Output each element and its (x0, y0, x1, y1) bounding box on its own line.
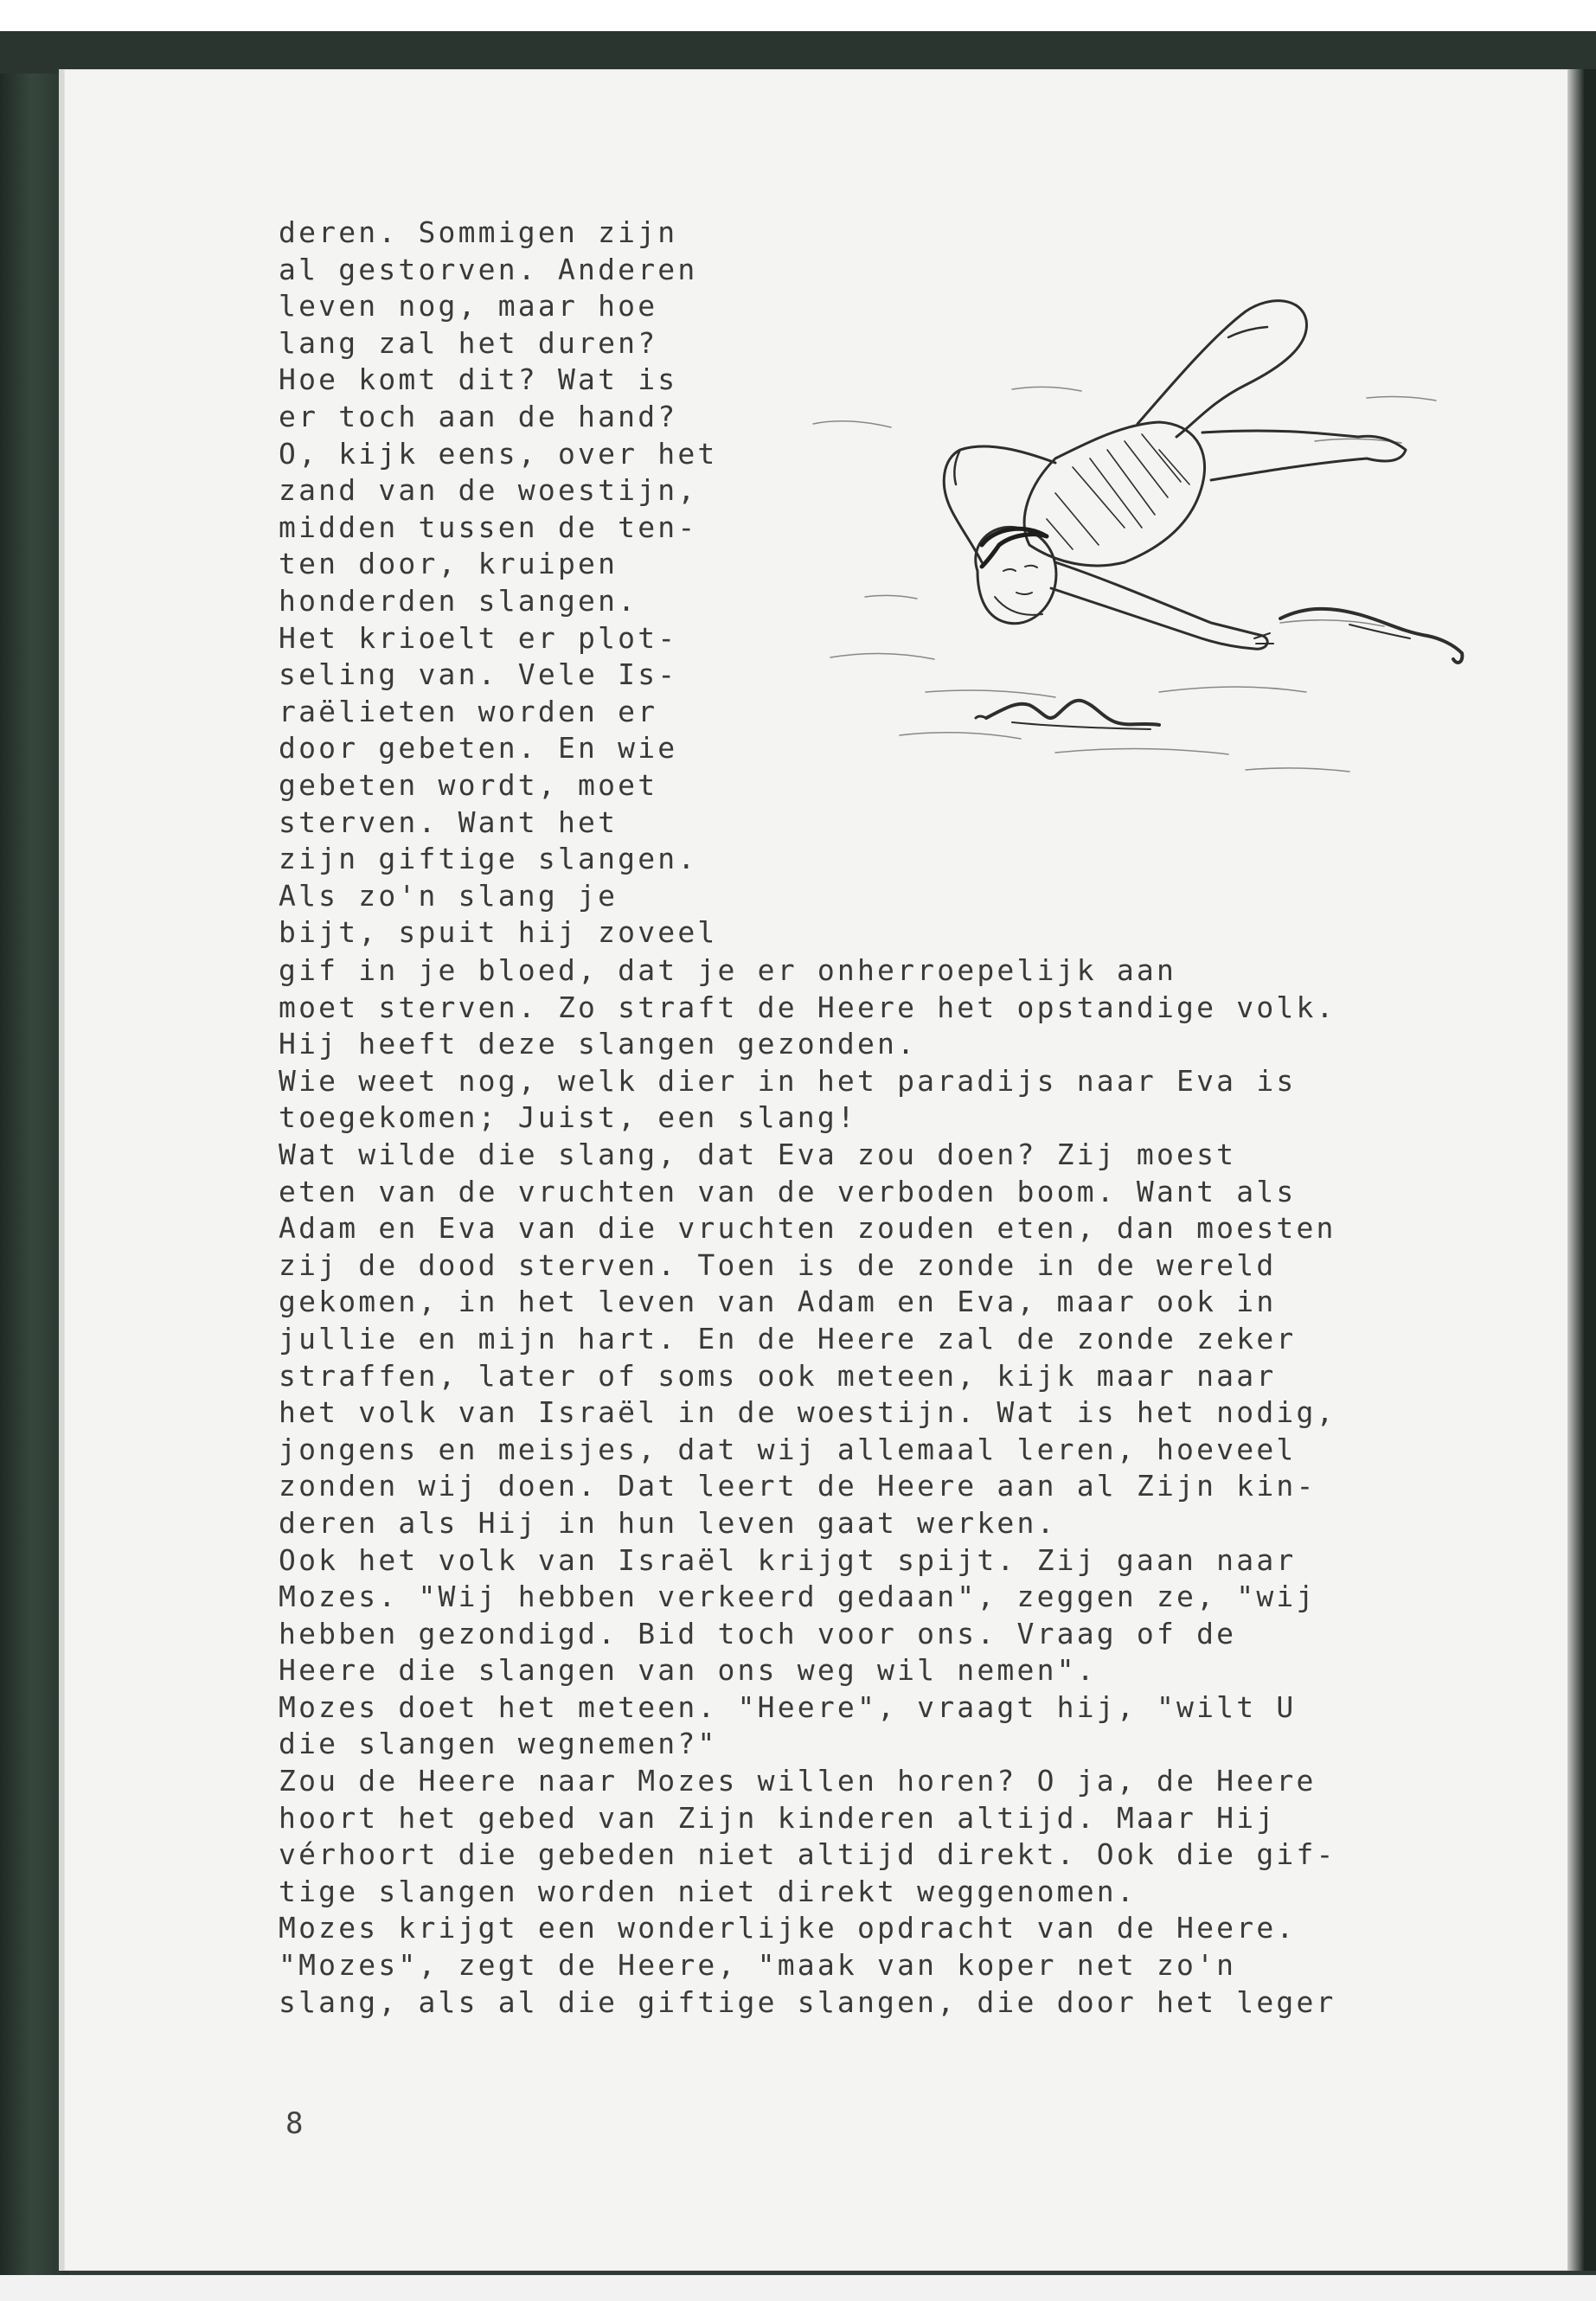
text-line: seling van. Vele Is- (279, 657, 678, 692)
text-line: bijt, spuit hij zoveel (279, 915, 718, 950)
text-line: Adam en Eva van die vruchten zouden eten, dan moesten (279, 1211, 1336, 1246)
text-line: zonden wij doen. Dat leert de Heere aan al Zijn kin- (279, 1469, 1317, 1503)
text-line: Zou de Heere naar Mozes willen horen? O ja, de Heere (279, 1764, 1317, 1798)
text-line: Hoe komt dit? Wat is (279, 362, 678, 397)
text-line: deren als Hij in hun leven gaat werken. (279, 1505, 1057, 1540)
text-line: deren. Sommigen zijn (279, 215, 678, 249)
text-body-full-width (279, 952, 1472, 2021)
text-line: Heere die slangen van ons weg wil nemen". (279, 1653, 1097, 1688)
text-line: honderden slangen. (279, 583, 638, 618)
text-line: Mozes doet het meteen. "Heere", vraagt hij, "wilt U (279, 1689, 1297, 1724)
text-line: raëlieten worden er (279, 694, 658, 728)
text-line: Het krioelt er plot- (279, 620, 678, 655)
text-line: gekomen, in het leven van Adam en Eva, maar ook in (279, 1285, 1277, 1319)
text-line: jongens en meisjes, dat wij allemaal leren, hoeveel (279, 1432, 1297, 1466)
text-line: slang, als al die giftige slangen, die door het leger (279, 1984, 1336, 2019)
text-line: hebben gezondigd. Bid toch voor ons. Vraag of de (279, 1616, 1237, 1650)
text-line: zijn giftige slangen. (279, 842, 698, 876)
text-line: moet sterven. Zo straft de Heere het opstandige volk. (279, 990, 1336, 1024)
text-line: jullie en mijn hart. En de Heere zal de zonde zeker (279, 1321, 1297, 1356)
text-line: Hij heeft deze slangen gezonden. (279, 1027, 918, 1061)
text-line: midden tussen de ten- (279, 510, 698, 544)
book-cover-edge (1567, 69, 1596, 2271)
text-line: straffen, later of soms ook meteen, kijk maar naar (279, 1358, 1277, 1393)
text-line: Mozes krijgt een wonderlijke opdracht van de Heere. (279, 1911, 1297, 1945)
text-line: eten van de vruchten van de verboden boom. Want als (279, 1174, 1297, 1208)
text-line: Wie weet nog, welk dier in het paradijs naar Eva is (279, 1063, 1297, 1098)
text-line: al gestorven. Anderen (279, 252, 698, 286)
text-line: Wat wilde die slang, dat Eva zou doen? Zij moest (279, 1137, 1237, 1171)
page-number: 8 (285, 2106, 304, 2141)
text-line: gif in je bloed, dat je er onherroepelijk aan (279, 953, 1177, 987)
text-column-beside-illustration (279, 215, 798, 952)
text-line: die slangen wegnemen?" (279, 1727, 718, 1761)
text-line: tige slangen worden niet direkt weggenomen. (279, 1874, 1137, 1908)
text-line: sterven. Want het (279, 804, 619, 839)
text-line: zij de dood sterven. Toen is de zonde in de wereld (279, 1247, 1277, 1282)
text-line: toegekomen; Juist, een slang! (279, 1100, 857, 1135)
text-line: "Mozes", zegt de Heere, "maak van koper net zo'n (279, 1948, 1237, 1983)
illustration-fallen-man-snakes (796, 285, 1488, 822)
text-line: Als zo'n slang je (279, 878, 619, 913)
text-line: lang zal het duren? (279, 325, 658, 360)
text-line: door gebeten. En wie (279, 731, 678, 766)
text-line: leven nog, maar hoe (279, 289, 658, 324)
scan-top-edge (0, 0, 1596, 74)
text-line: er toch aan de hand? (279, 399, 678, 433)
text-line: vérhoort die gebeden niet altijd direkt. Ook die gif- (279, 1837, 1336, 1872)
scan-bottom-edge (0, 2275, 1596, 2301)
text-line: gebeten wordt, moet (279, 767, 658, 802)
text-line: zand van de woestijn, (279, 473, 698, 508)
text-line: hoort het gebed van Zijn kinderen altijd. Maar Hij (279, 1800, 1277, 1835)
text-line: O, kijk eens, over het (279, 436, 718, 471)
text-line: het volk van Israël in de woestijn. Wat is het nodig, (279, 1395, 1336, 1430)
text-line: Mozes. "Wij hebben verkeerd gedaan", zeggen ze, "wij (279, 1580, 1317, 1614)
text-line: Ook het volk van Israël krijgt spijt. Zij gaan naar (279, 1542, 1297, 1577)
text-line: ten door, kruipen (279, 547, 619, 581)
